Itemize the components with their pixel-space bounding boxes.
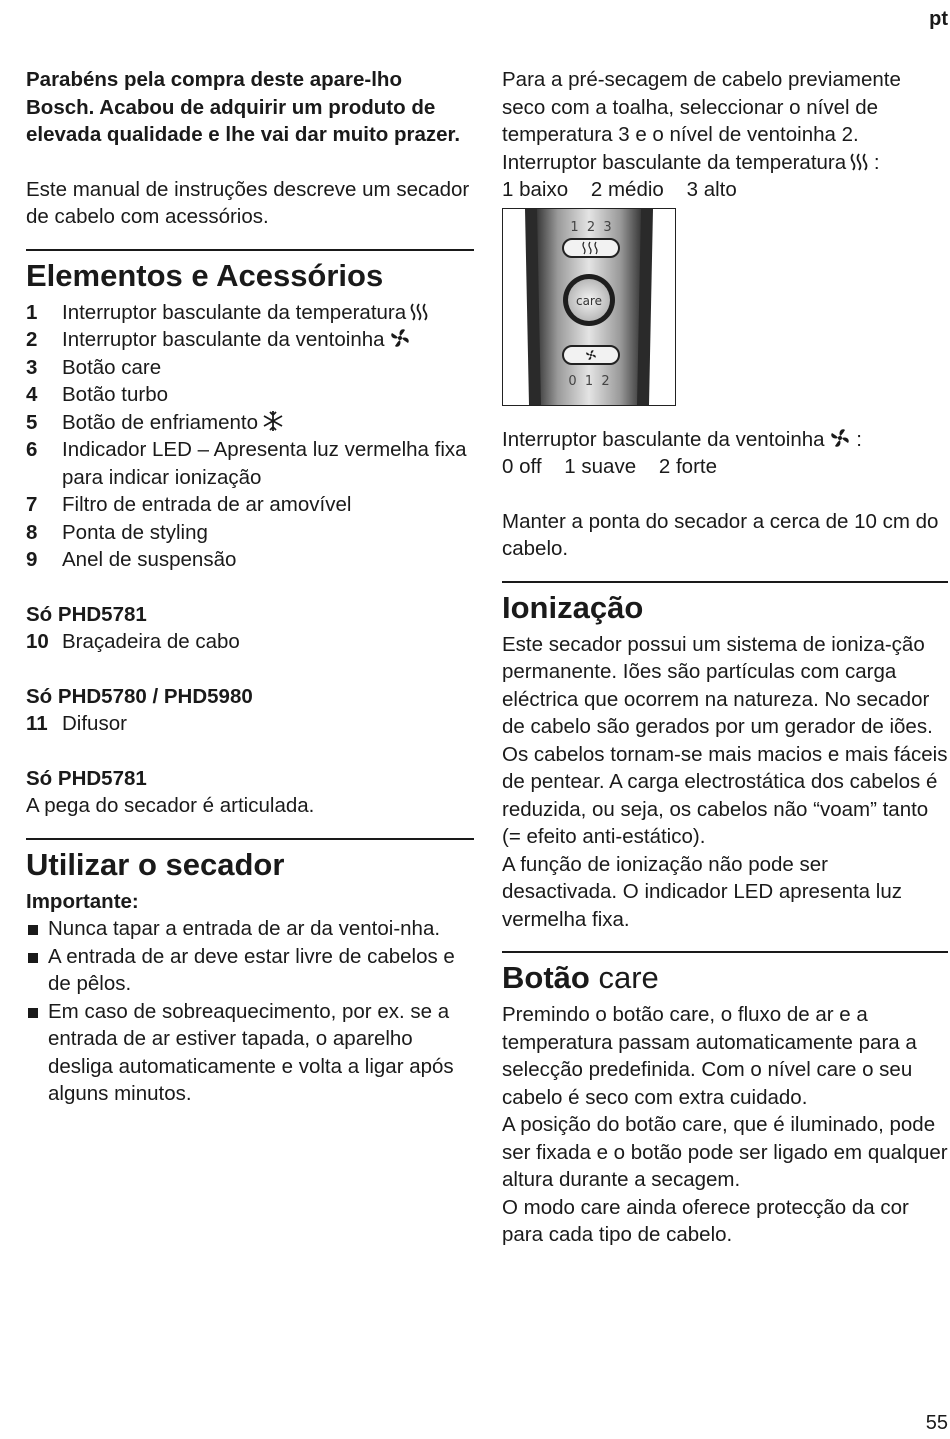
left-column <box>26 66 474 1108</box>
intro-congratulations: Parabéns pela compra deste apare-lho Bosch. Acabou de adquirir um produto de elevada qualidade e lhe vai dar muito prazer. <box>26 68 461 146</box>
fan-switch-label: Interruptor basculante da ventoinha : <box>502 427 862 451</box>
section-divider <box>502 951 948 953</box>
section-title-care: Botão care <box>502 960 659 995</box>
list-item: 5 Botão de enfriamento <box>26 409 474 437</box>
care-paragraph: O modo care ainda oferece protecção da cor para cada tipo de cabelo. <box>502 1195 909 1246</box>
dryer-handle-illustration <box>503 209 675 405</box>
snowflake-icon <box>262 410 284 432</box>
section-title-use: Utilizar o secador <box>26 846 285 882</box>
elements-list <box>26 299 474 574</box>
list-item: 6 Indicador LED – Apresenta luz vermelha fixa para indicar ionização <box>26 438 467 489</box>
list-item: 7 Filtro de entrada de ar amovível <box>26 493 352 516</box>
ionization-paragraph: Os cabelos tornam-se mais macios e mais fáceis de pentear. A carga electrostática dos cabelos é reduzida, ou seja, os cabelos não “voam” tanto (= efeito anti-estático). <box>502 742 948 848</box>
heat-waves-icon <box>410 302 428 322</box>
list-item: 8 Ponta de styling <box>26 520 208 544</box>
temperature-switch-label: Interruptor basculante da temperatura : <box>502 150 880 174</box>
intro-description: Este manual de instruções descreve um secador de cabelo com acessórios. <box>26 177 470 228</box>
section-title-ionization: Ionização <box>502 589 644 625</box>
list-item: 10 Braçadeira de cabo <box>26 630 240 653</box>
fan-level-numbers: 0 1 2 <box>568 373 610 389</box>
heat-waves-icon <box>850 152 868 172</box>
care-paragraph: A posição do botão care, que é iluminado, pode ser fixada e o botão pode ser ligado em qualquer altura durante a secagem. <box>502 1113 948 1191</box>
ionization-paragraph: Este secador possui um sistema de ioniza-ção permanente. Iões são partículas com carga eléctrica que ocorrem na natureza. No secador de cabelo são gerados por um gerador de iões. <box>502 632 933 738</box>
bullet-square-icon <box>26 943 48 998</box>
model-heading: Só PHD5781 <box>26 766 147 790</box>
fan-icon <box>389 327 411 349</box>
warnings-list <box>26 915 474 1108</box>
section-divider <box>26 249 474 251</box>
fan-icon <box>829 427 851 449</box>
list-item: 1 Interruptor basculante da temperatura <box>26 299 474 327</box>
important-label: Importante: <box>26 889 139 913</box>
ionization-paragraph: A função de ionização não pode ser desactivada. O indicador LED apresenta luz vermelha fixa. <box>502 852 902 931</box>
section-title-elements: Elementos e Acessórios <box>26 257 384 293</box>
model-heading: Só PHD5781 <box>26 602 147 626</box>
temperature-level-numbers: 1 2 3 <box>570 219 612 235</box>
list-item: 9 Anel de suspensão <box>26 548 237 571</box>
bullet-square-icon <box>26 998 48 1108</box>
bullet-square-icon <box>26 915 48 943</box>
fan-levels: 0 off 1 suave 2 forte <box>502 455 717 478</box>
list-item: A entrada de ar deve estar livre de cabelos e de pêlos. <box>26 943 474 998</box>
care-paragraph: Premindo o botão care, o fluxo de ar e a temperatura passam automaticamente para a selecção predefinida. Com o nível care o seu cabelo é seco com extra cuidado. <box>502 1003 917 1109</box>
page-number: 55 <box>925 1412 948 1434</box>
care-button-label: care <box>575 293 603 308</box>
pre-dry-instruction: Para a pré-secagem de cabelo previamente seco com a toalha, seleccionar o nível de temperatura 3 e o nível de ventoinha 2. <box>502 68 901 146</box>
list-item: 4 Botão turbo <box>26 383 168 406</box>
distance-instruction: Manter a ponta do secador a cerca de 10 cm do cabelo. <box>502 509 939 560</box>
dryer-controls-figure <box>502 208 676 406</box>
language-label: pt <box>929 8 948 30</box>
section-divider <box>26 838 474 840</box>
list-item: 2 Interruptor basculante da ventoinha <box>26 326 474 354</box>
list-item: Nunca tapar a entrada de ar da ventoi-nha. <box>26 915 474 943</box>
list-item: Em caso de sobreaquecimento, por ex. se a entrada de ar estiver tapada, o aparelho desliga automaticamente e volta a ligar após alguns minutos. <box>26 998 474 1108</box>
model-heading: Só PHD5780 / PHD5980 <box>26 684 253 708</box>
model-note: A pega do secador é articulada. <box>26 794 315 817</box>
list-item: 11 Difusor <box>26 712 127 735</box>
temperature-levels: 1 baixo 2 médio 3 alto <box>502 178 737 201</box>
section-divider <box>502 581 948 583</box>
right-column <box>502 66 948 1249</box>
list-item: 3 Botão care <box>26 355 162 379</box>
